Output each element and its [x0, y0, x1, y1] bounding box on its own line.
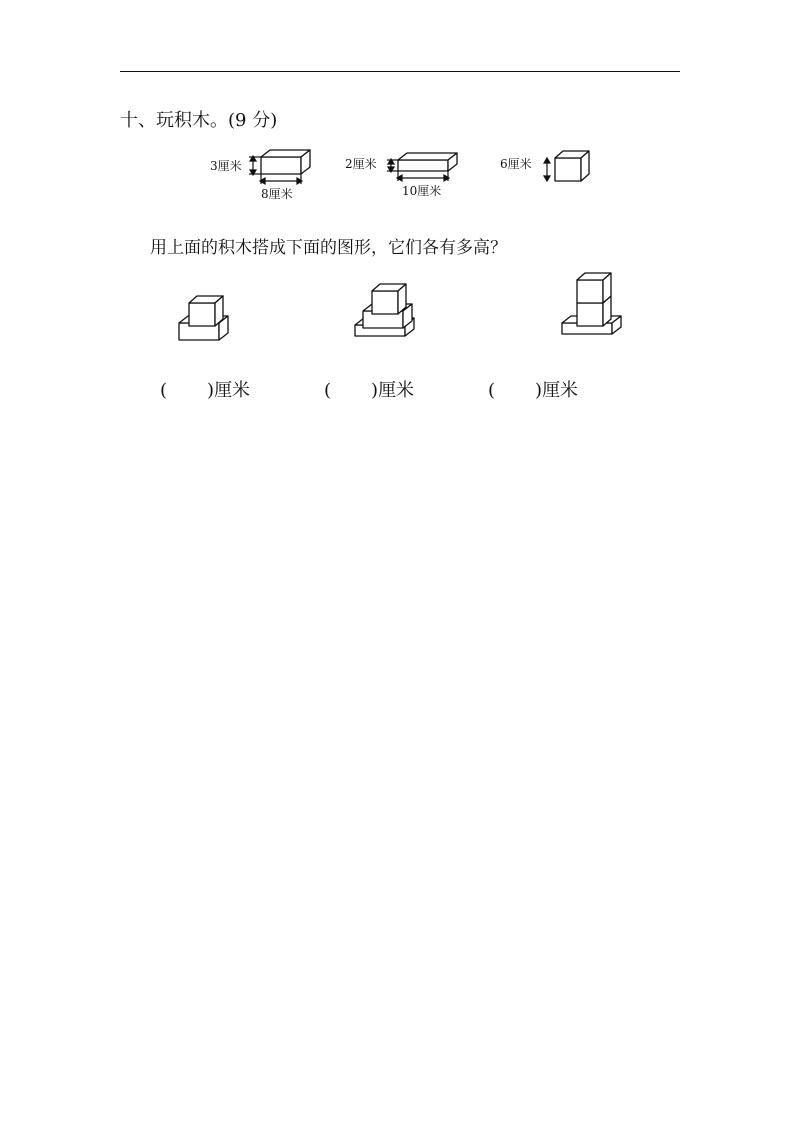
block-1-drawing	[261, 150, 310, 174]
answer-b-unit: 厘米	[378, 380, 415, 401]
figure-a-drawing	[179, 296, 228, 340]
block-3-height-label: 6厘米	[500, 157, 532, 171]
answer-c-unit: 厘米	[542, 380, 579, 401]
block-2-height-label: 2厘米	[345, 157, 377, 171]
answer-a-open: (	[160, 380, 168, 401]
answer-c-open: (	[488, 380, 496, 401]
block-2-drawing	[398, 153, 457, 171]
figure-c-drawing	[562, 273, 621, 334]
block-1-length-label: 8厘米	[261, 187, 293, 201]
block-1-height-label: 3厘米	[210, 159, 242, 173]
blocks-figure	[0, 0, 800, 360]
block-2-length-label: 10厘米	[402, 184, 442, 198]
section-title: 十、玩积木。(9 分)	[120, 110, 278, 131]
answer-a-unit: 厘米	[214, 380, 251, 401]
block-3-drawing	[555, 151, 589, 181]
answer-c	[488, 376, 578, 402]
figure-b-drawing	[355, 284, 414, 336]
answer-c-close: )	[535, 380, 543, 401]
answer-a	[160, 376, 250, 402]
answer-b-close: )	[371, 380, 379, 401]
question-text: 用上面的积木搭成下面的图形，它们各有多高？	[150, 238, 507, 258]
answer-b-open: (	[324, 380, 332, 401]
answer-b	[324, 376, 414, 402]
answer-a-close: )	[207, 380, 215, 401]
